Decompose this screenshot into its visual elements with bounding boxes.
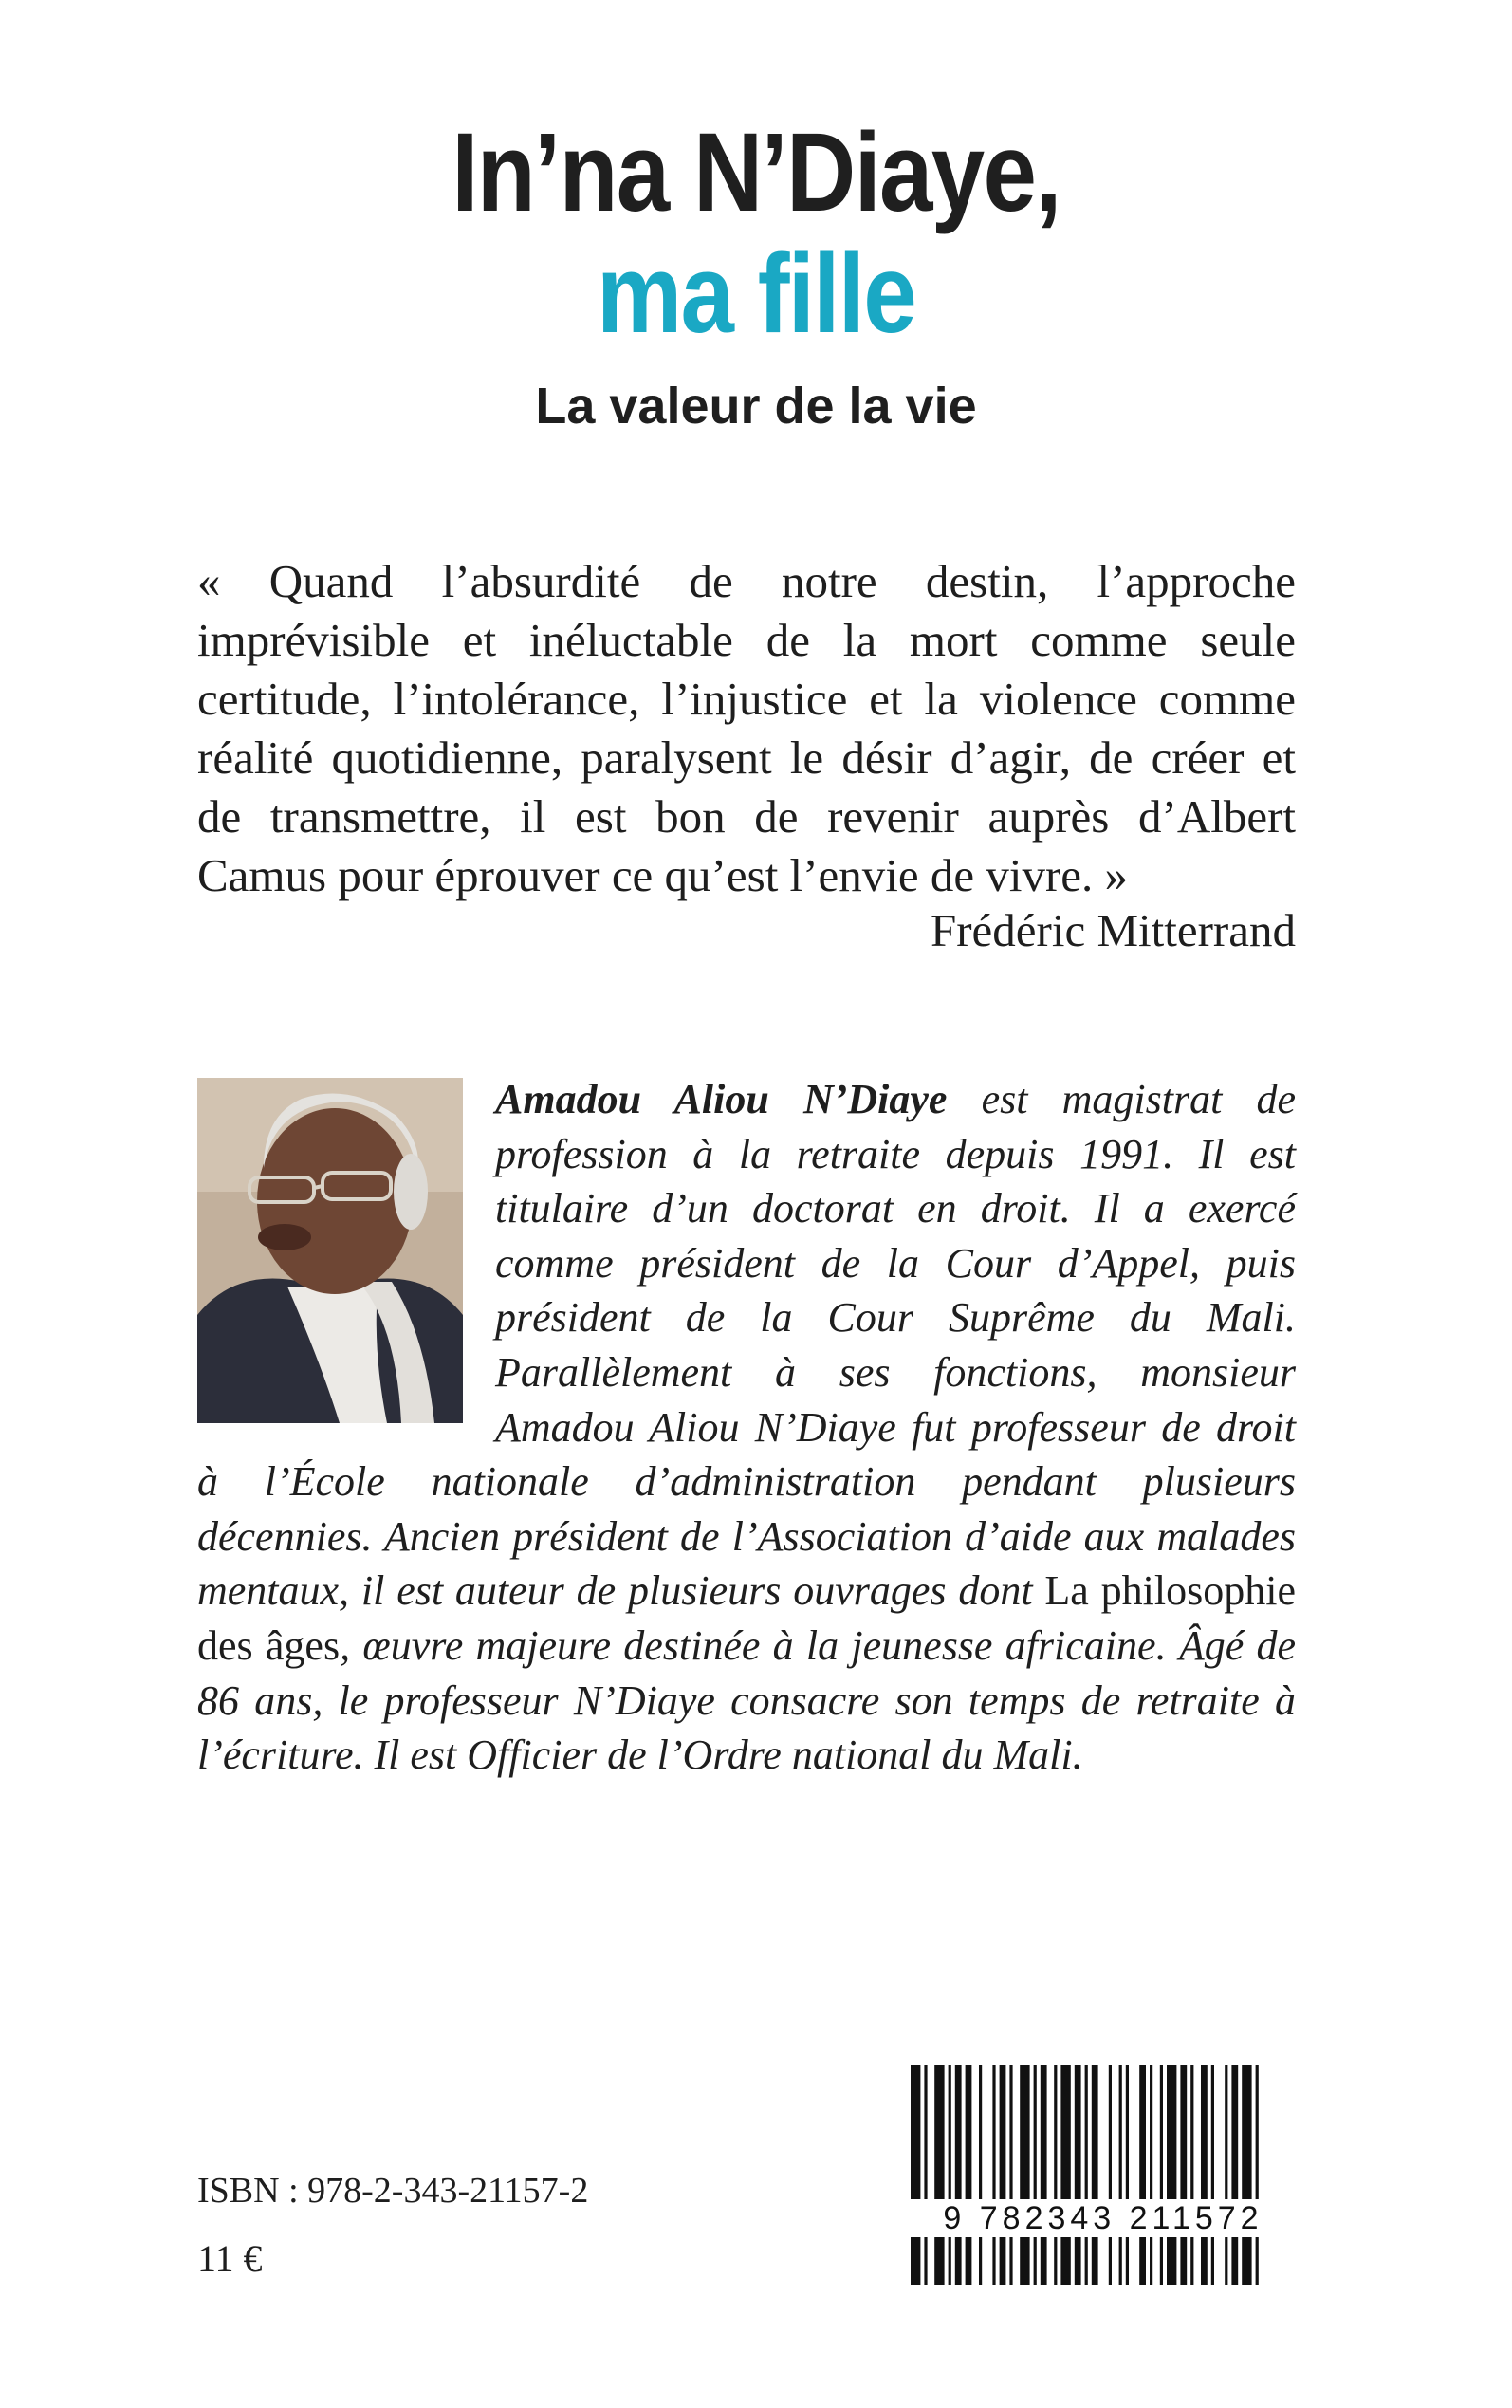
book-title-line1: In’na N’Diaye,: [452, 110, 1060, 235]
title-block: [0, 112, 1512, 436]
barcode-digits: 9 782343 211572: [909, 2199, 1298, 2237]
barcode-bars: [905, 2065, 1296, 2288]
barcode: [905, 2065, 1296, 2288]
bio-book-title: La philosophie des âges: [197, 1567, 1296, 1669]
isbn: ISBN : 978-2-343-21157-2: [197, 2171, 589, 2211]
quote-author: Frédéric Mitterrand: [930, 904, 1296, 956]
author-portrait: [197, 1078, 463, 1423]
book-subtitle: La valeur de la vie: [535, 378, 977, 435]
bio-text-part1: est magistrat de profession à la retraite depuis 1991. Il est titulaire d’un doctorat en droit. Il a exercé comme président de la Cour d’Appel, puis président de la Cour Suprême du Mali. Parallèlement à ses fonctions, monsieur Amadou Aliou N’Diaye fut professeur de droit à l’École nationale d’administration pendant plusieurs décennies. Ancien président de l’Association d’aide aux malades mentaux, il est auteur de plusieurs ouvrages dont: [197, 1076, 1296, 1615]
author-bio: [197, 1072, 1296, 1783]
author-portrait-illustration: [197, 1078, 463, 1423]
price: 11 €: [197, 2237, 263, 2280]
bio-text-part2: , œuvre majeure destinée à la jeunesse africaine. Âgé de 86 ans, le professeur N’Diaye consacre son temps de retraite à l’écriture. Il est Officier de l’Ordre national du Mali.: [197, 1621, 1296, 1779]
blurb-quote: « Quand l’absurdité de notre destin, l’approche imprévisible et inéluctable de la mort comme seule certitude, l’intolérance, l’injustice et la violence comme réalité quotidienne, paralysent le désir d’agir, de créer et de transmettre, il est bon de revenir auprès d’Albert Camus pour éprouver ce qu’est l’envie de vivre. »: [197, 555, 1296, 901]
book-title-line2: ma fille: [597, 232, 915, 357]
bio-author-name: Amadou Aliou N’Diaye: [495, 1076, 948, 1122]
